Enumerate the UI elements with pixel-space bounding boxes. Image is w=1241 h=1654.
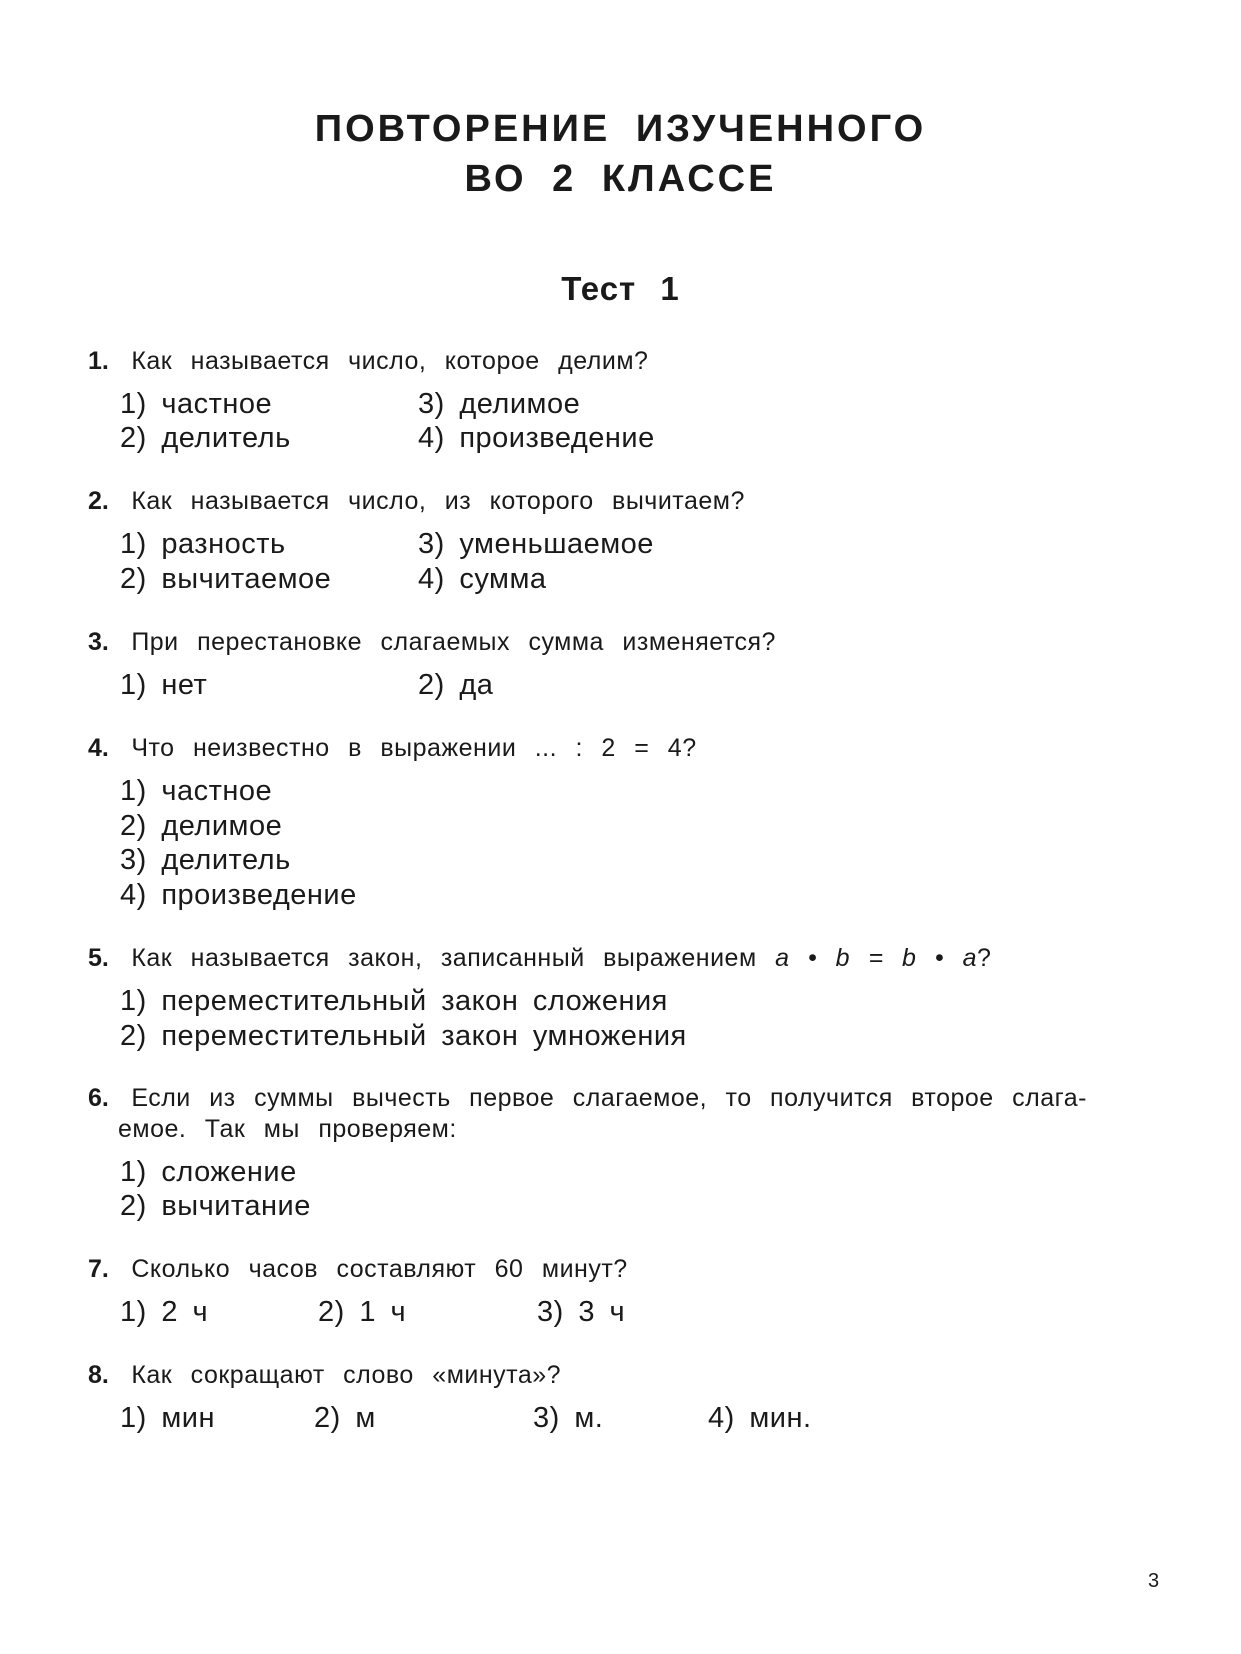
question-6 bbox=[88, 1081, 1168, 1115]
question-text: Как называется число, из которого вычитаем? bbox=[131, 487, 745, 515]
question-mark: ? bbox=[977, 944, 992, 972]
answer-6-2: 2) вычитание bbox=[120, 1190, 311, 1222]
answer-1-2: 2) делитель bbox=[120, 422, 291, 454]
question-number: 5. bbox=[88, 944, 109, 972]
formula: a • b = b • a bbox=[775, 944, 978, 972]
answer-2-3: 3) уменьшаемое bbox=[418, 528, 654, 560]
test-title: Тест 1 bbox=[561, 270, 680, 307]
answer-4-1: 1) частное bbox=[120, 775, 273, 807]
question-text: Если из суммы вычесть первое слагаемое, то получится второе слага- bbox=[131, 1084, 1087, 1112]
question-number: 3. bbox=[88, 628, 109, 656]
answer-1-1: 1) частное bbox=[120, 388, 273, 420]
answer-4-3: 3) делитель bbox=[120, 844, 291, 876]
question-text: При перестановке слагаемых сумма изменяется? bbox=[131, 628, 776, 656]
answer-7-3: 3) 3 ч bbox=[537, 1296, 626, 1328]
answer-6-1: 1) сложение bbox=[120, 1156, 297, 1188]
question-text: Сколько часов составляют 60 минут? bbox=[131, 1255, 628, 1283]
answer-1-4: 4) произведение bbox=[418, 422, 655, 454]
answer-2-4: 4) сумма bbox=[418, 563, 547, 595]
answer-7-1: 1) 2 ч bbox=[120, 1296, 209, 1328]
answer-3-1: 1) нет bbox=[120, 669, 208, 701]
answer-5-1: 1) переместительный закон сложения bbox=[120, 985, 668, 1017]
answer-8-4: 4) мин. bbox=[708, 1402, 812, 1434]
answer-3-2: 2) да bbox=[418, 669, 494, 701]
answer-8-1: 1) мин bbox=[120, 1402, 215, 1434]
answer-8-2: 2) м bbox=[314, 1402, 376, 1434]
answer-4-2: 2) делимое bbox=[120, 810, 283, 842]
question-number: 6. bbox=[88, 1084, 109, 1112]
question-text: Как называется число, которое делим? bbox=[131, 347, 649, 375]
page-number: 3 bbox=[1148, 1570, 1160, 1592]
question-2 bbox=[88, 484, 1168, 518]
question-7 bbox=[88, 1252, 1168, 1286]
page-title-line-2: ВО 2 КЛАССЕ bbox=[464, 158, 777, 200]
question-number: 8. bbox=[88, 1361, 109, 1389]
question-text: Как называется закон, записанный выражением bbox=[131, 944, 757, 972]
question-number: 4. bbox=[88, 734, 109, 762]
question-8 bbox=[88, 1358, 1168, 1392]
question-text: Как сокращают слово «минута»? bbox=[131, 1361, 562, 1389]
answer-4-4: 4) произведение bbox=[120, 879, 357, 911]
answer-1-3: 3) делимое bbox=[418, 388, 581, 420]
question-text: Что неизвестно в выражении ... : 2 = 4? bbox=[131, 734, 697, 762]
question-3 bbox=[88, 625, 1168, 659]
answer-2-2: 2) вычитаемое bbox=[120, 563, 332, 595]
question-1 bbox=[88, 344, 1168, 378]
question-5 bbox=[88, 941, 1168, 975]
page-title-line-1: ПОВТОРЕНИЕ ИЗУЧЕННОГО bbox=[314, 108, 927, 150]
question-number: 7. bbox=[88, 1255, 109, 1283]
question-4 bbox=[88, 731, 1168, 765]
question-number: 2. bbox=[88, 487, 109, 515]
answer-2-1: 1) разность bbox=[120, 528, 286, 560]
answer-7-2: 2) 1 ч bbox=[318, 1296, 407, 1328]
question-number: 1. bbox=[88, 347, 109, 375]
question-6-line-2: емое. Так мы проверяем: bbox=[118, 1115, 457, 1143]
answer-5-2: 2) переместительный закон умножения bbox=[120, 1020, 687, 1052]
answer-8-3: 3) м. bbox=[533, 1402, 604, 1434]
